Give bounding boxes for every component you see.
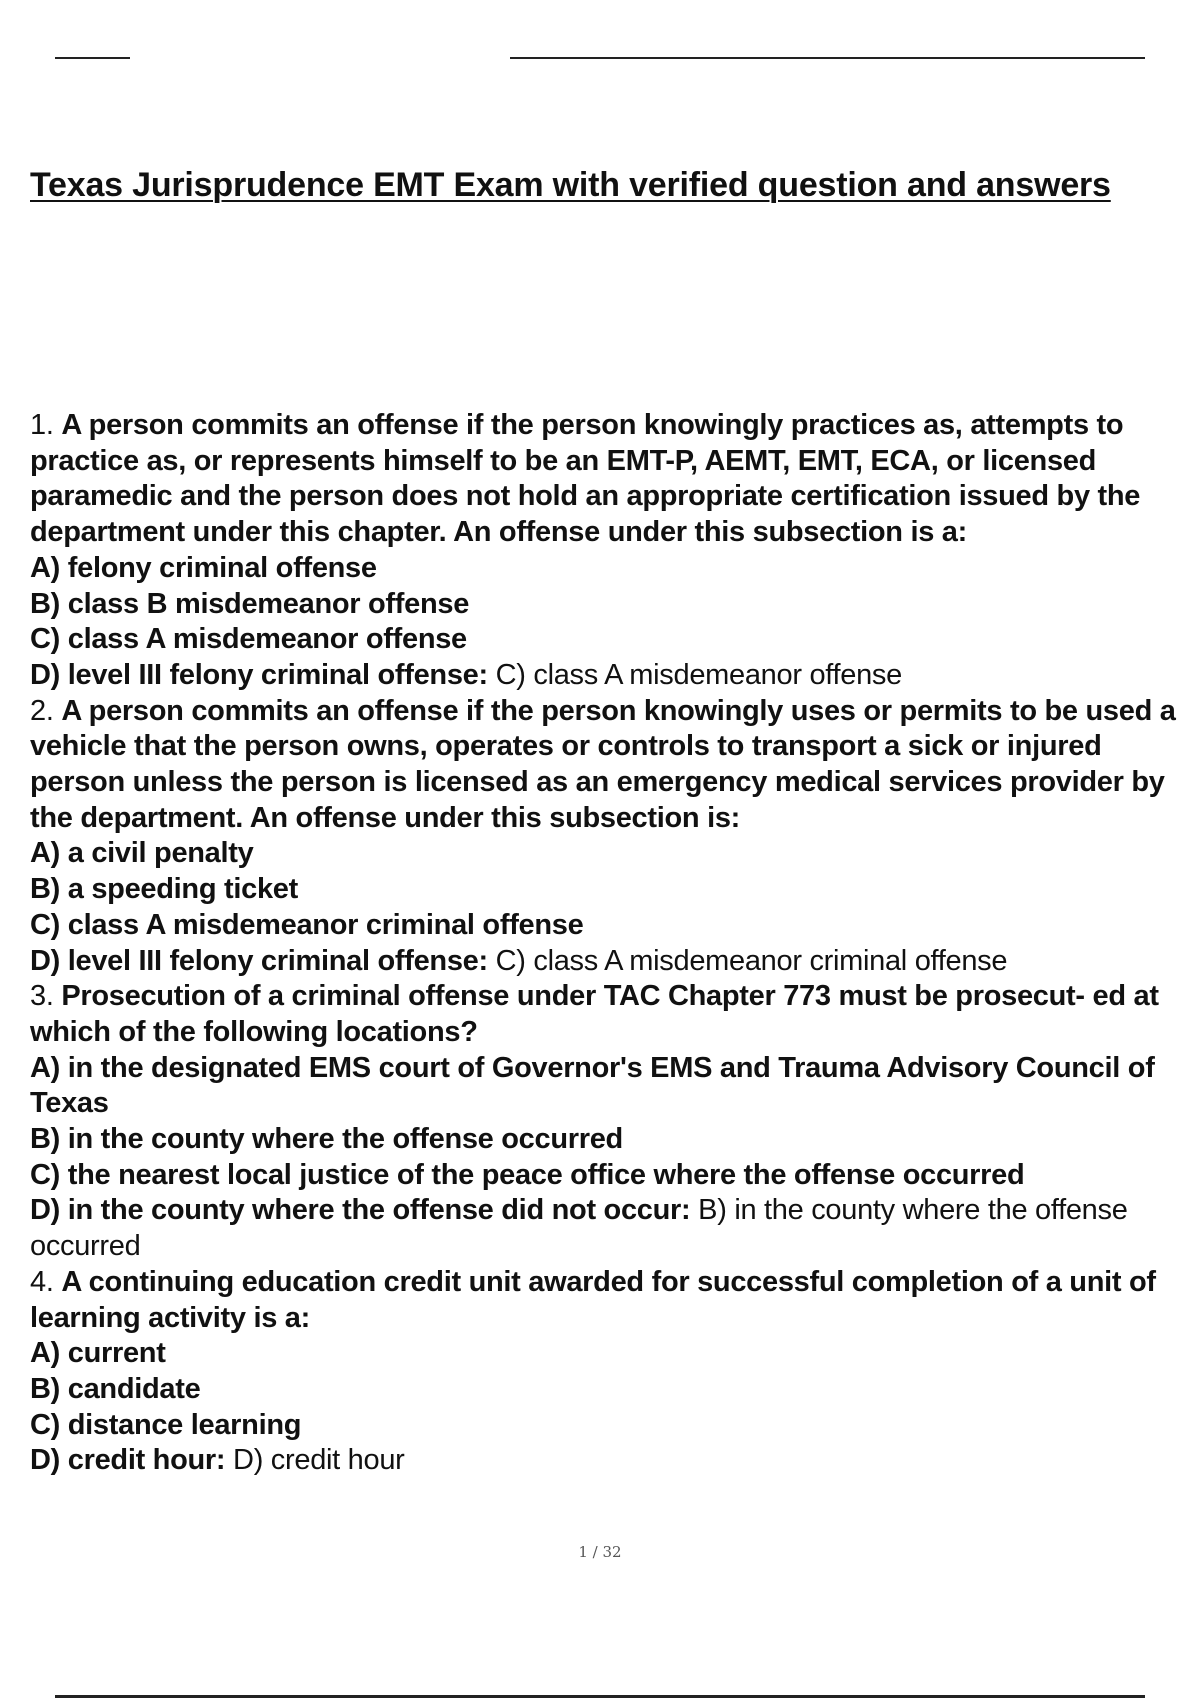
question-1-answer: C) class A misdemeanor offense — [495, 658, 902, 691]
question-3-option-c: C) the nearest local justice of the peace office where the offense occurred — [30, 1158, 1025, 1191]
question-2-option-b: B) a speeding ticket — [30, 873, 298, 906]
question-3-answer: B) in the county where the offense occurred — [30, 1194, 1128, 1263]
header-rule-left — [55, 57, 130, 59]
question-1-option-a: A) felony criminal offense — [30, 551, 377, 584]
page-number: 1 / 32 — [578, 1543, 622, 1561]
question-1-option-c: C) class A misdemeanor offense — [30, 623, 467, 656]
question-4-answer: D) credit hour — [233, 1444, 405, 1477]
question-4-last-line — [30, 1443, 1200, 1479]
question-2 — [30, 694, 1200, 980]
question-1-option-b: B) class B misdemeanor offense — [30, 587, 470, 620]
question-3-stem: Prosecution of a criminal offense under TAC Chapter 773 must be prosecut- ed at which of the following locations? — [30, 980, 1159, 1048]
question-3-number: 3. — [30, 980, 54, 1013]
header-rule-right — [510, 57, 1145, 59]
question-4-option-c: C) distance learning — [30, 1408, 302, 1441]
question-2-option-d: D) level III felony criminal offense: — [30, 944, 488, 977]
question-4-option-a: A) current — [30, 1337, 166, 1370]
question-2-number: 2. — [30, 694, 54, 727]
question-1-number: 1. — [30, 409, 54, 441]
question-3 — [30, 979, 1200, 1265]
question-3-last-line — [30, 1193, 1200, 1264]
question-4 — [30, 1265, 1200, 1479]
question-1-stem: A person commits an offense if the person knowingly practices as, attempts to practice as, or represents himself to be an EMT-P, AEMT, EMT, ECA, or licensed paramedic and the person does not hold an appropriate certification issued by the department under this chapter. An offense under this subsection is a: — [30, 409, 1141, 549]
question-list — [30, 408, 1200, 1479]
question-1-stem-line — [30, 408, 1200, 551]
question-2-answer: C) class A misdemeanor criminal offense — [495, 944, 1008, 977]
question-1-option-d: D) level III felony criminal offense: — [30, 658, 488, 691]
question-4-number: 4. — [30, 1265, 54, 1298]
question-1-last-line — [30, 658, 1200, 694]
question-4-stem-line — [30, 1265, 1200, 1336]
question-2-option-a: A) a civil penalty — [30, 837, 254, 870]
question-3-option-b: B) in the county where the offense occurred — [30, 1123, 623, 1156]
question-3-stem-line — [30, 979, 1200, 1050]
question-2-last-line — [30, 944, 1200, 980]
question-3-option-a: A) in the designated EMS court of Governor's EMS and Trauma Advisory Council of Texas — [30, 1051, 1155, 1120]
question-2-stem: A person commits an offense if the person knowingly uses or permits to be used a vehicle that the person owns, operates or controls to transport a sick or injured person unless the person is licensed as an emergency medical services provider by the department. An offense under this subsection is: — [30, 694, 1176, 834]
question-2-option-c: C) class A misdemeanor criminal offense — [30, 908, 584, 941]
question-1 — [30, 408, 1200, 694]
question-4-stem: A continuing education credit unit awarded for successful completion of a unit of learning activity is a: — [30, 1265, 1156, 1334]
footer-rule — [55, 1695, 1145, 1698]
question-4-option-d: D) credit hour: — [30, 1444, 226, 1477]
question-2-stem-line — [30, 694, 1200, 837]
question-4-option-b: B) candidate — [30, 1372, 201, 1405]
question-3-option-d: D) in the county where the offense did not occur: — [30, 1194, 691, 1227]
document-title: Texas Jurisprudence EMT Exam with verified question and answers — [30, 166, 1111, 204]
